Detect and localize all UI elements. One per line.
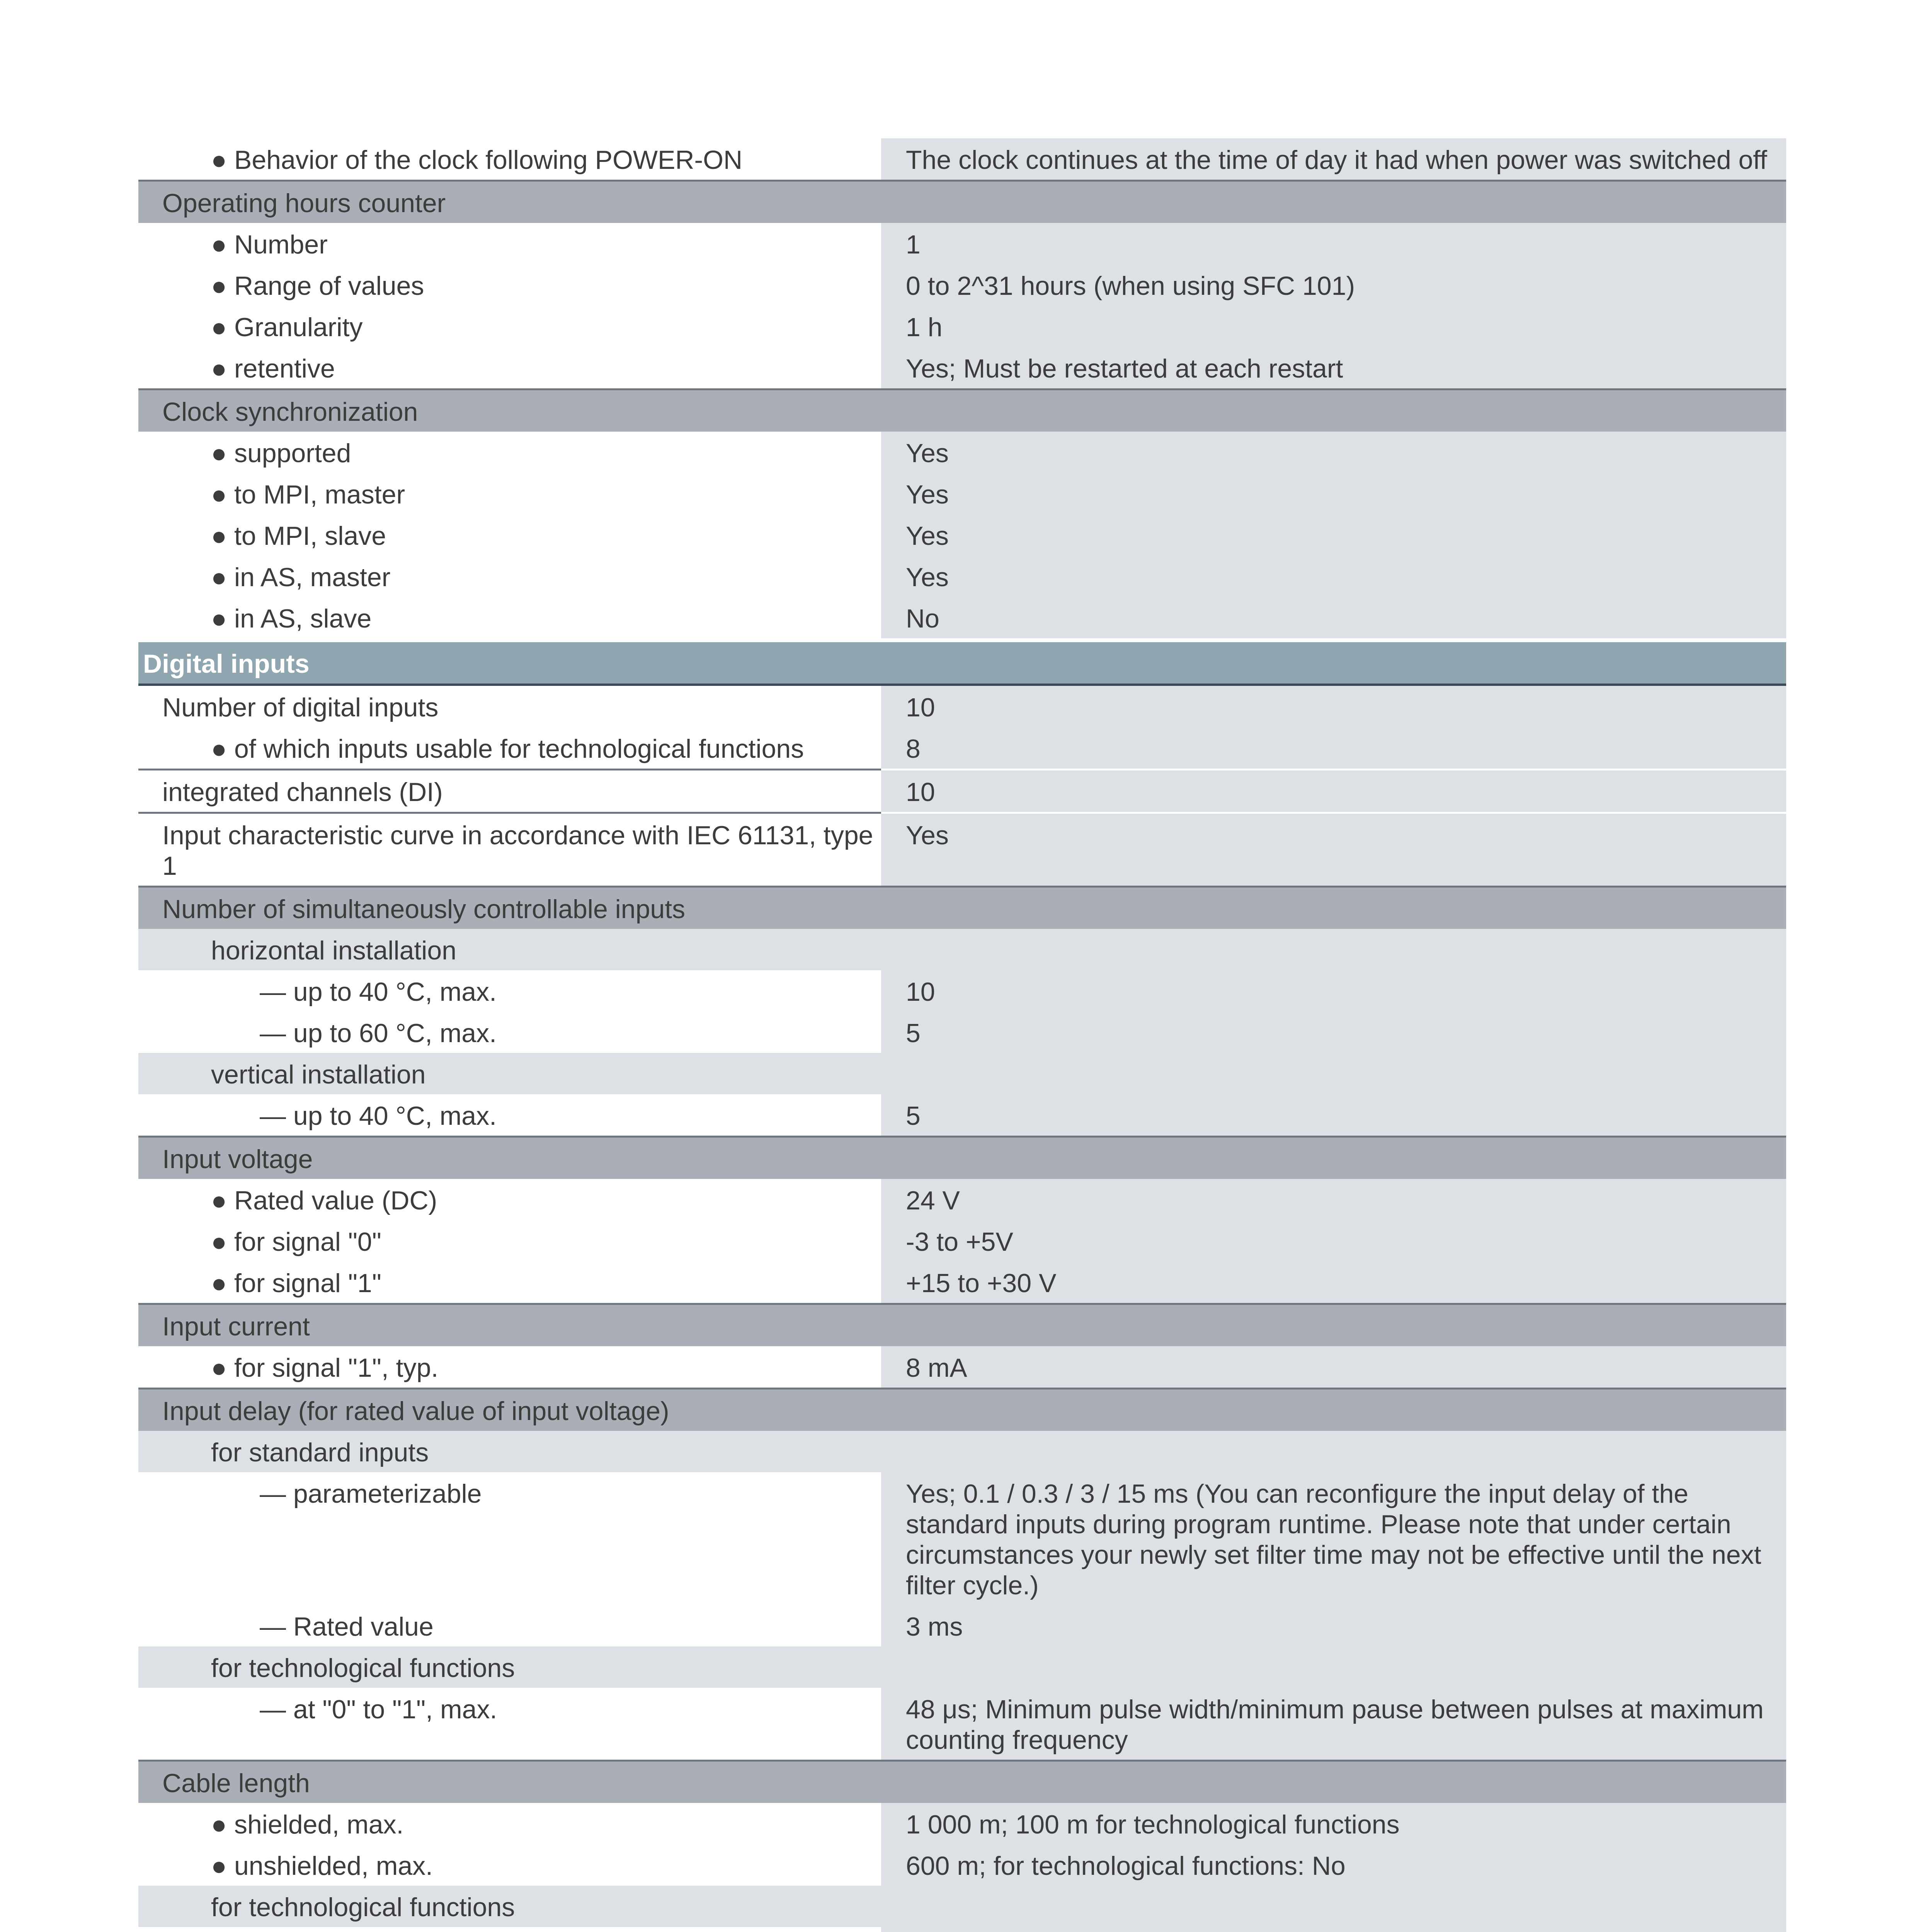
spec-row: [138, 432, 1786, 473]
group-heading: Input delay (for rated value of input voltage): [138, 1388, 1786, 1431]
spec-label: in AS, slave: [234, 604, 372, 633]
spec-label-cell: [138, 473, 881, 514]
spec-label: Rated value (DC): [234, 1186, 437, 1215]
bullet-icon: ●: [211, 1269, 227, 1298]
bullet-icon: ●: [211, 1851, 227, 1881]
spec-row: [138, 812, 1786, 886]
bullet-icon: ●: [211, 1810, 227, 1839]
bullet-icon: ●: [211, 313, 227, 342]
group-heading: Input voltage: [138, 1136, 1786, 1179]
spec-label-cell: [138, 1688, 881, 1760]
spec-label: retentive: [234, 354, 335, 383]
spec-label-cell: [138, 1927, 881, 1932]
spec-value: Yes: [881, 432, 1786, 473]
spec-label: Granularity: [234, 313, 363, 342]
bullet-icon: ●: [211, 734, 227, 764]
spec-label-cell: [138, 597, 881, 638]
spec-value: 8: [881, 727, 1786, 769]
dash-icon: —: [260, 1695, 286, 1724]
spec-label: for signal "1": [234, 1269, 381, 1298]
spec-value: +15 to +30 V: [881, 1262, 1786, 1303]
spec-label: unshielded, max.: [234, 1851, 433, 1881]
dash-icon: —: [260, 1479, 286, 1509]
spec-row: [138, 1179, 1786, 1220]
spec-value: 1 000 m; 100 m for technological functions: [881, 1803, 1786, 1844]
spec-row: [138, 769, 1786, 812]
spec-label: shielded, max.: [234, 1810, 404, 1839]
spec-label-cell: [138, 1472, 881, 1605]
spec-row: [138, 970, 1786, 1012]
group-heading: Number of simultaneously controllable inputs: [138, 886, 1786, 929]
spec-label: Range of values: [234, 271, 424, 301]
spec-label-cell: [138, 1803, 881, 1844]
subgroup-heading: vertical installation: [138, 1053, 1786, 1094]
group-heading: Clock synchronization: [138, 388, 1786, 432]
spec-label-cell: [138, 223, 881, 264]
bullet-icon: ●: [211, 563, 227, 592]
spec-row: [138, 1346, 1786, 1388]
spec-row: [138, 473, 1786, 514]
spec-row: [138, 686, 1786, 727]
spec-label-cell: [138, 514, 881, 556]
spec-row: [138, 306, 1786, 347]
spec-table: [138, 138, 1786, 1932]
spec-label: of which inputs usable for technological functions: [234, 734, 804, 764]
spec-value: Yes; Must be restarted at each restart: [881, 347, 1786, 388]
spec-row: [138, 347, 1786, 388]
spec-value: 24 V: [881, 1179, 1786, 1220]
spec-label: Behavior of the clock following POWER-ON: [234, 145, 743, 175]
spec-label-cell: [138, 347, 881, 388]
spec-label: Input characteristic curve in accordance with IEC 61131, type 1: [162, 821, 873, 881]
spec-value: 1: [881, 223, 1786, 264]
spec-label-cell: [138, 812, 881, 886]
spec-label: parameterizable: [293, 1479, 482, 1509]
spec-value: 10: [881, 769, 1786, 812]
spec-label-cell: [138, 1179, 881, 1220]
subgroup-heading: for technological functions: [138, 1646, 1786, 1688]
spec-value: Yes: [881, 514, 1786, 556]
spec-row: [138, 1220, 1786, 1262]
spec-value: Yes; 0.1 / 0.3 / 3 / 15 ms (You can reconfigure the input delay of the standard inputs during program runtime. Please note that under certain circumstances your newly set filter time may not be effective until the next filter cycle.): [881, 1472, 1786, 1605]
spec-row: [138, 1844, 1786, 1886]
spec-label-cell: [138, 432, 881, 473]
spec-row: [138, 597, 1786, 638]
spec-label-cell: [138, 970, 881, 1012]
spec-label-cell: [138, 1844, 881, 1886]
spec-value: 0 to 2^31 hours (when using SFC 101): [881, 264, 1786, 306]
spec-value: 5: [881, 1012, 1786, 1053]
spec-row: [138, 1803, 1786, 1844]
spec-row: [138, 1927, 1786, 1932]
group-heading: Operating hours counter: [138, 180, 1786, 223]
bullet-icon: ●: [211, 521, 227, 551]
spec-label: integrated channels (DI): [162, 777, 443, 807]
spec-value: 10: [881, 686, 1786, 727]
spec-label-cell: [138, 1012, 881, 1053]
spec-label: Number of digital inputs: [162, 693, 439, 722]
spec-label: in AS, master: [234, 563, 391, 592]
bullet-icon: ●: [211, 439, 227, 468]
bullet-icon: ●: [211, 1227, 227, 1257]
spec-value: Yes: [881, 812, 1786, 886]
spec-label-cell: [138, 1094, 881, 1136]
spec-label: up to 40 °C, max.: [293, 977, 497, 1007]
dash-icon: —: [260, 1019, 286, 1048]
spec-row: [138, 264, 1786, 306]
dash-icon: —: [260, 977, 286, 1007]
spec-value: No: [881, 597, 1786, 638]
spec-label-cell: [138, 306, 881, 347]
spec-row: [138, 1472, 1786, 1605]
spec-label-cell: [138, 138, 881, 180]
group-heading: Input current: [138, 1303, 1786, 1346]
spec-row: [138, 514, 1786, 556]
spec-label-cell: [138, 1262, 881, 1303]
dash-icon: —: [260, 1101, 286, 1131]
spec-value: 3 ms: [881, 1605, 1786, 1646]
dash-icon: —: [260, 1612, 286, 1641]
subgroup-heading: for standard inputs: [138, 1431, 1786, 1472]
spec-value: 48 μs; Minimum pulse width/minimum pause between pulses at maximum counting frequency: [881, 1688, 1786, 1760]
bullet-icon: ●: [211, 480, 227, 509]
spec-label: for signal "0": [234, 1227, 381, 1257]
bullet-icon: ●: [211, 1353, 227, 1383]
bullet-icon: ●: [211, 604, 227, 633]
spec-row: [138, 1688, 1786, 1760]
spec-label: supported: [234, 439, 351, 468]
spec-value: Yes: [881, 556, 1786, 597]
spec-label: to MPI, slave: [234, 521, 386, 551]
spec-value: 5: [881, 1094, 1786, 1136]
spec-row: [138, 1094, 1786, 1136]
spec-label-cell: [138, 1346, 881, 1388]
bullet-icon: ●: [211, 271, 227, 301]
group-heading: Cable length: [138, 1760, 1786, 1803]
bullet-icon: ●: [211, 354, 227, 383]
bullet-icon: ●: [211, 145, 227, 175]
spec-label: for signal "1", typ.: [234, 1353, 439, 1383]
spec-value: The clock continues at the time of day it had when power was switched off: [881, 138, 1786, 180]
spec-label-cell: [138, 727, 881, 769]
spec-row: [138, 1605, 1786, 1646]
subgroup-heading: for technological functions: [138, 1886, 1786, 1927]
spec-label-cell: [138, 556, 881, 597]
spec-label: Number: [234, 230, 328, 259]
section-heading: Digital inputs: [138, 642, 1786, 686]
spec-label: at "0" to "1", max.: [293, 1695, 497, 1724]
spec-value: [881, 1927, 1786, 1932]
spec-label-cell: [138, 1605, 881, 1646]
spec-value: 600 m; for technological functions: No: [881, 1844, 1786, 1886]
spec-label: up to 60 °C, max.: [293, 1019, 497, 1048]
spec-label-cell: [138, 264, 881, 306]
spec-row: [138, 138, 1786, 180]
spec-label: Rated value: [293, 1612, 434, 1641]
subgroup-heading: horizontal installation: [138, 929, 1786, 970]
spec-row: [138, 1012, 1786, 1053]
bullet-icon: ●: [211, 1186, 227, 1215]
spec-row: [138, 1262, 1786, 1303]
spec-label-cell: [138, 1220, 881, 1262]
bullet-icon: ●: [211, 230, 227, 259]
spec-value: Yes: [881, 473, 1786, 514]
spec-row: [138, 223, 1786, 264]
spec-value: 10: [881, 970, 1786, 1012]
spec-value: 1 h: [881, 306, 1786, 347]
spec-label-cell: [138, 769, 881, 812]
spec-value: -3 to +5V: [881, 1220, 1786, 1262]
spec-row: [138, 556, 1786, 597]
spec-value: 8 mA: [881, 1346, 1786, 1388]
spec-label: to MPI, master: [234, 480, 405, 509]
spec-label: up to 40 °C, max.: [293, 1101, 497, 1131]
spec-label-cell: [138, 686, 881, 727]
spec-row: [138, 727, 1786, 769]
